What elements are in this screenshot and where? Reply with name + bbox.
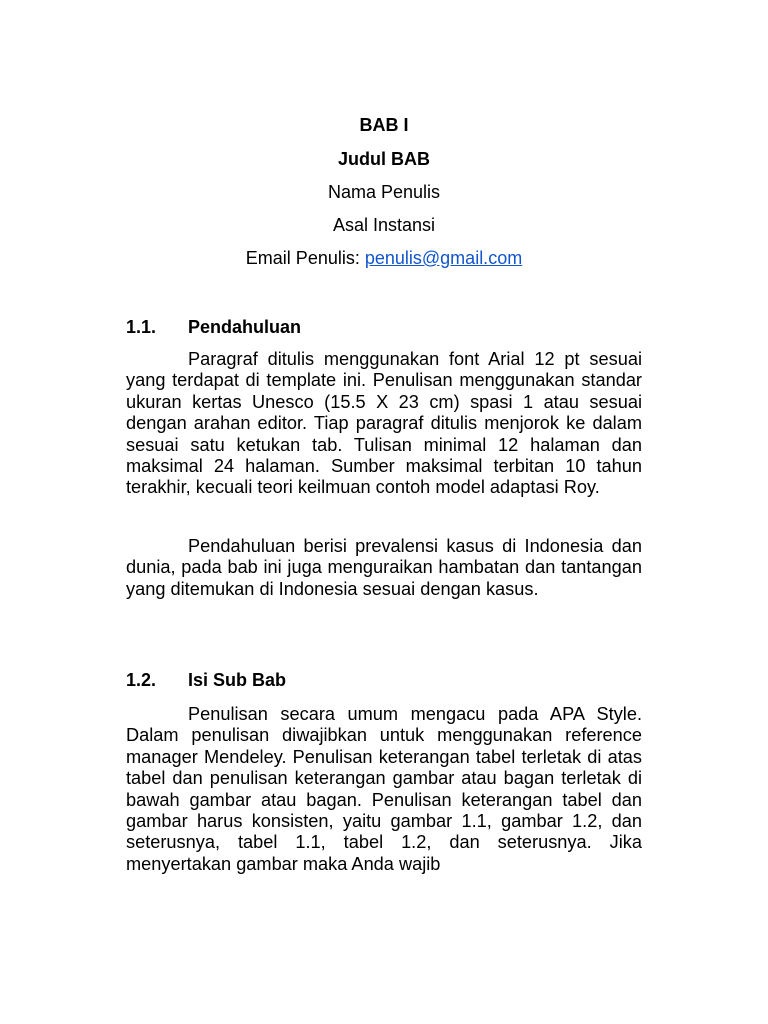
author-name: Nama Penulis	[327, 182, 441, 202]
section-heading-isi-sub-bab	[126, 669, 286, 691]
paragraph-isi-1: Penulisan secara umum mengacu pada APA Style. Dalam penulisan diwajibkan untuk menggunakan reference manager Mendeley. Penulisan keterangan tabel terletak di atas tabel dan penulisan keterangan gambar atau bagan terletak di bawah gambar atau bagan. Penulisan keterangan tabel dan gambar harus konsisten, yaitu gambar 1.1, gambar 1.2, dan seterusnya, tabel 1.1, tabel 1.2, dan seterusnya. Jika menyertakan gambar maka Anda wajib	[126, 704, 642, 874]
section-heading-pendahuluan	[126, 316, 301, 338]
author-email-line	[0, 247, 768, 269]
section-title: Pendahuluan	[188, 317, 302, 337]
section-number: 1.2.	[126, 670, 157, 690]
author-institution: Asal Instansi	[332, 215, 436, 235]
chapter-number: BAB I	[359, 115, 409, 135]
email-label: Email Penulis:	[245, 248, 365, 268]
section-number: 1.1.	[126, 317, 157, 337]
section-title: Isi Sub Bab	[188, 670, 287, 690]
paragraph-intro-1: Paragraf ditulis menggunakan font Arial 12 pt sesuai yang terdapat di template ini. Penulisan menggunakan standar ukuran kertas Unesco (15.5 X 23 cm) spasi 1 atau sesuai dengan arahan editor. Tiap paragraf ditulis menjorok ke dalam sesuai satu ketukan tab. Tulisan minimal 12 halaman dan maksimal 24 halaman. Sumber maksimal terbitan 10 tahun terakhir, kecuali teori keilmuan contoh model adaptasi Roy.	[126, 349, 642, 498]
email-link[interactable]: penulis@gmail.com	[364, 248, 523, 268]
chapter-title: Judul BAB	[338, 149, 430, 169]
paragraph-intro-2: Pendahuluan berisi prevalensi kasus di Indonesia dan dunia, pada bab ini juga menguraikan hambatan dan tantangan yang ditemukan di Indonesia sesuai dengan kasus.	[126, 536, 642, 599]
